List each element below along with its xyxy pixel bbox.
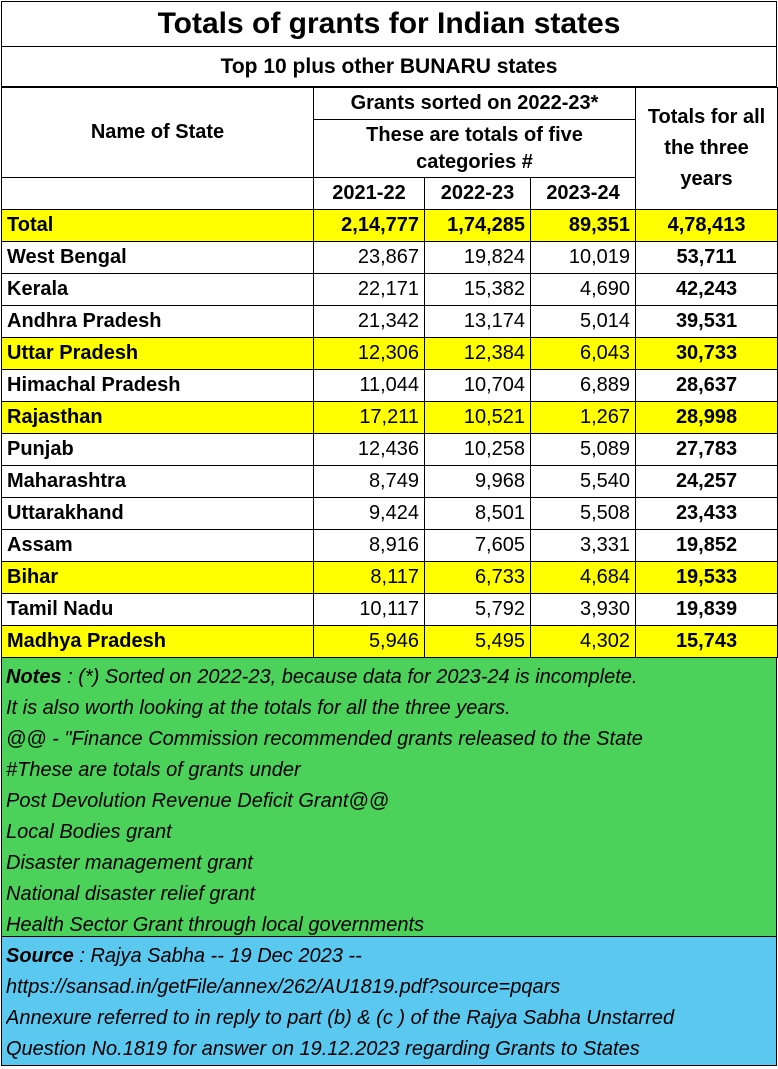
- value-2022-23: 10,521: [425, 402, 531, 434]
- notes-line-1: [6, 662, 772, 693]
- value-total: 19,533: [636, 562, 778, 594]
- value-2022-23: 8,501: [425, 498, 531, 530]
- total-2023-24: 89,351: [531, 210, 636, 242]
- total-2022-23: 1,74,285: [425, 210, 531, 242]
- value-2022-23: 15,382: [425, 274, 531, 306]
- value-2021-22: 17,211: [314, 402, 425, 434]
- table-row: [2, 274, 778, 306]
- value-total: 53,711: [636, 242, 778, 274]
- source-line-3: Annexure referred to in reply to part (b) & (c ) of the Rajya Sabha Unstarred: [6, 1007, 675, 1029]
- value-2023-24: 4,302: [531, 626, 636, 658]
- header-year-2022-23: 2022-23: [425, 178, 531, 210]
- grants-table: [1, 87, 778, 658]
- state-name: Kerala: [2, 274, 314, 306]
- value-total: 28,637: [636, 370, 778, 402]
- source-line-1: [6, 941, 772, 972]
- value-2021-22: 22,171: [314, 274, 425, 306]
- notes-label: Notes: [6, 666, 62, 688]
- notes-line-5: Post Devolution Revenue Deficit Grant@@: [6, 790, 389, 812]
- notes-line-9: Health Sector Grant through local governments: [6, 914, 424, 936]
- state-name: Punjab: [2, 434, 314, 466]
- table-row: [2, 530, 778, 562]
- notes-line-7: Disaster management grant: [6, 852, 253, 874]
- table-row: [2, 306, 778, 338]
- value-total: 19,839: [636, 594, 778, 626]
- notes-line-4: #These are totals of grants under: [6, 759, 301, 781]
- state-name: Tamil Nadu: [2, 594, 314, 626]
- table-row: [2, 338, 778, 370]
- state-name: Andhra Pradesh: [2, 306, 314, 338]
- state-name: Uttarakhand: [2, 498, 314, 530]
- value-2021-22: 12,306: [314, 338, 425, 370]
- state-name: Uttar Pradesh: [2, 338, 314, 370]
- table-row: [2, 594, 778, 626]
- header-categories-line2: categories #: [314, 151, 636, 178]
- value-2021-22: 23,867: [314, 242, 425, 274]
- total-all-years: 4,78,413: [636, 210, 778, 242]
- source-url[interactable]: https://sansad.in/getFile/annex/262/AU1819.pdf?source=pqars: [6, 976, 561, 998]
- value-2021-22: 8,916: [314, 530, 425, 562]
- value-2022-23: 12,384: [425, 338, 531, 370]
- value-2023-24: 5,014: [531, 306, 636, 338]
- header-categories-line1: These are totals of five: [314, 120, 636, 151]
- value-2022-23: 9,968: [425, 466, 531, 498]
- value-2022-23: 10,258: [425, 434, 531, 466]
- value-2021-22: 8,749: [314, 466, 425, 498]
- table-row: [2, 434, 778, 466]
- value-2023-24: 3,930: [531, 594, 636, 626]
- value-2022-23: 19,824: [425, 242, 531, 274]
- table-row: [2, 626, 778, 658]
- value-total: 30,733: [636, 338, 778, 370]
- notes-line-6: Local Bodies grant: [6, 821, 172, 843]
- table-row: [2, 402, 778, 434]
- value-total: 28,998: [636, 402, 778, 434]
- value-2023-24: 4,684: [531, 562, 636, 594]
- notes-section: [1, 658, 777, 937]
- value-2022-23: 6,733: [425, 562, 531, 594]
- value-2023-24: 6,043: [531, 338, 636, 370]
- total-label: Total: [2, 210, 314, 242]
- value-2023-24: 6,889: [531, 370, 636, 402]
- value-2022-23: 10,704: [425, 370, 531, 402]
- value-total: 19,852: [636, 530, 778, 562]
- value-2023-24: 5,508: [531, 498, 636, 530]
- value-2023-24: 10,019: [531, 242, 636, 274]
- source-section: [1, 937, 777, 1066]
- state-name: Rajasthan: [2, 402, 314, 434]
- value-2021-22: 8,117: [314, 562, 425, 594]
- table-row: [2, 466, 778, 498]
- value-2021-22: 9,424: [314, 498, 425, 530]
- state-name: Assam: [2, 530, 314, 562]
- state-name: Himachal Pradesh: [2, 370, 314, 402]
- value-2021-22: 10,117: [314, 594, 425, 626]
- source-text-1: : Rajya Sabha -- 19 Dec 2023 --: [73, 945, 362, 967]
- value-total: 15,743: [636, 626, 778, 658]
- state-name: Maharashtra: [2, 466, 314, 498]
- header-year-2021-22: 2021-22: [314, 178, 425, 210]
- total-row: [2, 210, 778, 242]
- table-row: [2, 498, 778, 530]
- total-2021-22: 2,14,777: [314, 210, 425, 242]
- header-state: Name of State: [2, 88, 314, 178]
- value-total: 42,243: [636, 274, 778, 306]
- notes-line-3: @@ - "Finance Commission recommended grants released to the State: [6, 728, 643, 750]
- grants-sheet: [1, 1, 777, 1066]
- value-2021-22: 12,436: [314, 434, 425, 466]
- value-total: 39,531: [636, 306, 778, 338]
- value-2023-24: 5,540: [531, 466, 636, 498]
- source-label: Source: [6, 945, 74, 967]
- table-row: [2, 562, 778, 594]
- value-2022-23: 5,792: [425, 594, 531, 626]
- state-name: West Bengal: [2, 242, 314, 274]
- value-2023-24: 4,690: [531, 274, 636, 306]
- value-total: 27,783: [636, 434, 778, 466]
- state-name: Madhya Pradesh: [2, 626, 314, 658]
- value-2022-23: 7,605: [425, 530, 531, 562]
- value-2023-24: 3,331: [531, 530, 636, 562]
- table-row: [2, 242, 778, 274]
- notes-line-2: It is also worth looking at the totals for all the three years.: [6, 697, 511, 719]
- value-total: 24,257: [636, 466, 778, 498]
- notes-text-1: : (*) Sorted on 2022-23, because data for 2023-24 is incomplete.: [61, 666, 638, 688]
- value-2023-24: 5,089: [531, 434, 636, 466]
- state-name: Bihar: [2, 562, 314, 594]
- value-2021-22: 5,946: [314, 626, 425, 658]
- notes-line-8: National disaster relief grant: [6, 883, 256, 905]
- value-2021-22: 11,044: [314, 370, 425, 402]
- value-2023-24: 1,267: [531, 402, 636, 434]
- header-grants-sorted: Grants sorted on 2022-23*: [314, 88, 636, 120]
- value-2022-23: 5,495: [425, 626, 531, 658]
- source-line-4: Question No.1819 for answer on 19.12.2023 regarding Grants to States: [6, 1038, 640, 1060]
- value-2021-22: 21,342: [314, 306, 425, 338]
- page-title: Totals of grants for Indian states: [1, 1, 777, 47]
- header-year-2023-24: 2023-24: [531, 178, 636, 210]
- value-total: 23,433: [636, 498, 778, 530]
- table-row: [2, 370, 778, 402]
- header-totals: Totals for all the three years: [636, 88, 778, 210]
- value-2022-23: 13,174: [425, 306, 531, 338]
- page-subtitle: Top 10 plus other BUNARU states: [1, 47, 777, 87]
- header-state-spacer: [2, 178, 314, 210]
